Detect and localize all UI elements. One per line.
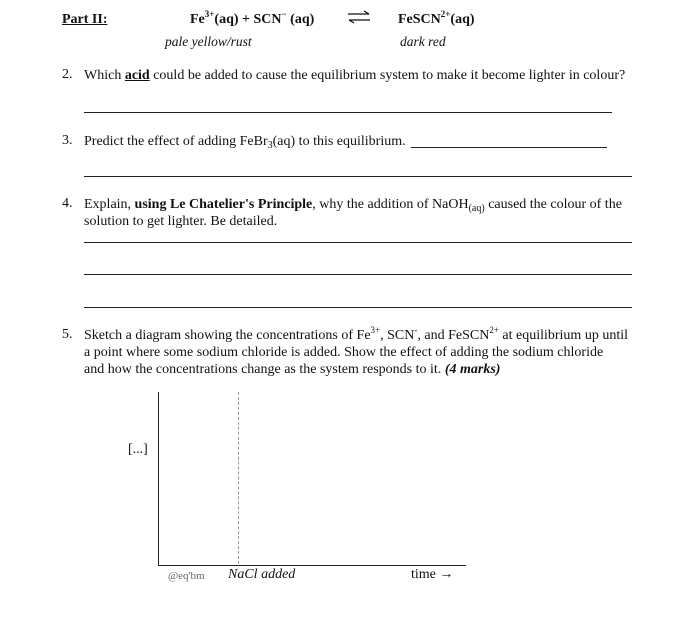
left-colour-label: pale yellow/rust: [165, 34, 252, 49]
q5-scn-charge: -: [414, 325, 418, 335]
q3-text-before: Predict the effect of adding FeBr: [84, 134, 268, 149]
equilibrium-arrows-icon: [346, 10, 372, 24]
graph-y-label: [...]: [128, 442, 148, 457]
q5-product-charge: 2+: [489, 325, 499, 335]
fe-ion: Fe: [190, 12, 205, 27]
q2-keyword: acid: [124, 68, 150, 83]
q4-text-before: Explain,: [84, 197, 135, 212]
q5-text-b: , SCN: [380, 328, 415, 343]
q2-text: [84, 67, 644, 84]
q4-text-line2: solution to get lighter. Be detailed.: [84, 214, 278, 229]
reactants-equation: [190, 9, 315, 28]
fe-state: (aq) + SCN: [214, 12, 282, 27]
right-colour-label: dark red: [400, 34, 446, 49]
q4-number: 4.: [62, 196, 73, 211]
scn-charge: −: [281, 9, 287, 19]
q4-answer-line-1[interactable]: [84, 242, 632, 243]
fe-charge: 3+: [204, 9, 215, 19]
q4-text-after: caused the colour of the: [484, 197, 622, 212]
q5-fe-charge: 3+: [370, 325, 381, 335]
graph-nacl-label: NaCl added: [228, 567, 296, 582]
q3-text: [84, 133, 406, 150]
q5-number: 5.: [62, 327, 73, 342]
q3-number: 3.: [62, 133, 73, 148]
scn-state: (aq): [286, 12, 315, 27]
graph-x-axis: [158, 565, 466, 566]
q4-answer-line-3[interactable]: [84, 307, 632, 308]
product-formula: FeSCN: [398, 12, 441, 27]
product-equation: [398, 9, 475, 28]
time-arrow-icon: →: [439, 567, 454, 582]
graph-time-label: [411, 567, 453, 583]
q3-text-after: (aq) to this equilibrium.: [272, 134, 406, 149]
part-label: Part II:: [62, 12, 108, 27]
graph-y-axis: [158, 392, 159, 566]
nacl-added-marker-line: [238, 392, 239, 564]
q3-answer-line[interactable]: [84, 176, 632, 177]
q4-text-mid: , why the addition of NaOH: [312, 197, 469, 212]
q5-text-line2: a point where some sodium chloride is added. Show the effect of adding the sodium chloride: [84, 345, 604, 360]
q4-answer-line-2[interactable]: [84, 274, 632, 275]
graph-time-text: time: [411, 567, 436, 582]
product-state: (aq): [450, 12, 475, 27]
q5-text-line3: [84, 361, 500, 378]
q5-text-line1: [84, 327, 628, 344]
q4-bold-text: using Le Chatelier's Principle: [134, 197, 313, 212]
q3-sub: 3: [267, 140, 273, 151]
q2-answer-line[interactable]: [84, 112, 612, 113]
q4-sub: (aq): [468, 203, 485, 214]
q4-text-line1: [84, 196, 622, 213]
q5-marks: (4 marks): [444, 362, 501, 377]
q5-text-line3-main: and how the concentrations change as the system responds to it.: [84, 362, 445, 377]
q5-text-a: Sketch a diagram showing the concentrations of Fe: [84, 328, 371, 343]
q2-text-after: could be added to cause the equilibrium system to make it become lighter in colour?: [149, 68, 626, 83]
q5-text-d: at equilibrium up until: [498, 328, 628, 343]
q2-text-before: Which: [84, 68, 125, 83]
q3-answer-line-short[interactable]: [411, 147, 607, 148]
product-charge: 2+: [440, 9, 451, 19]
graph-eq-label: @eq'bm: [168, 570, 205, 582]
q5-text-c: , and FeSCN: [417, 328, 490, 343]
q2-number: 2.: [62, 67, 73, 82]
